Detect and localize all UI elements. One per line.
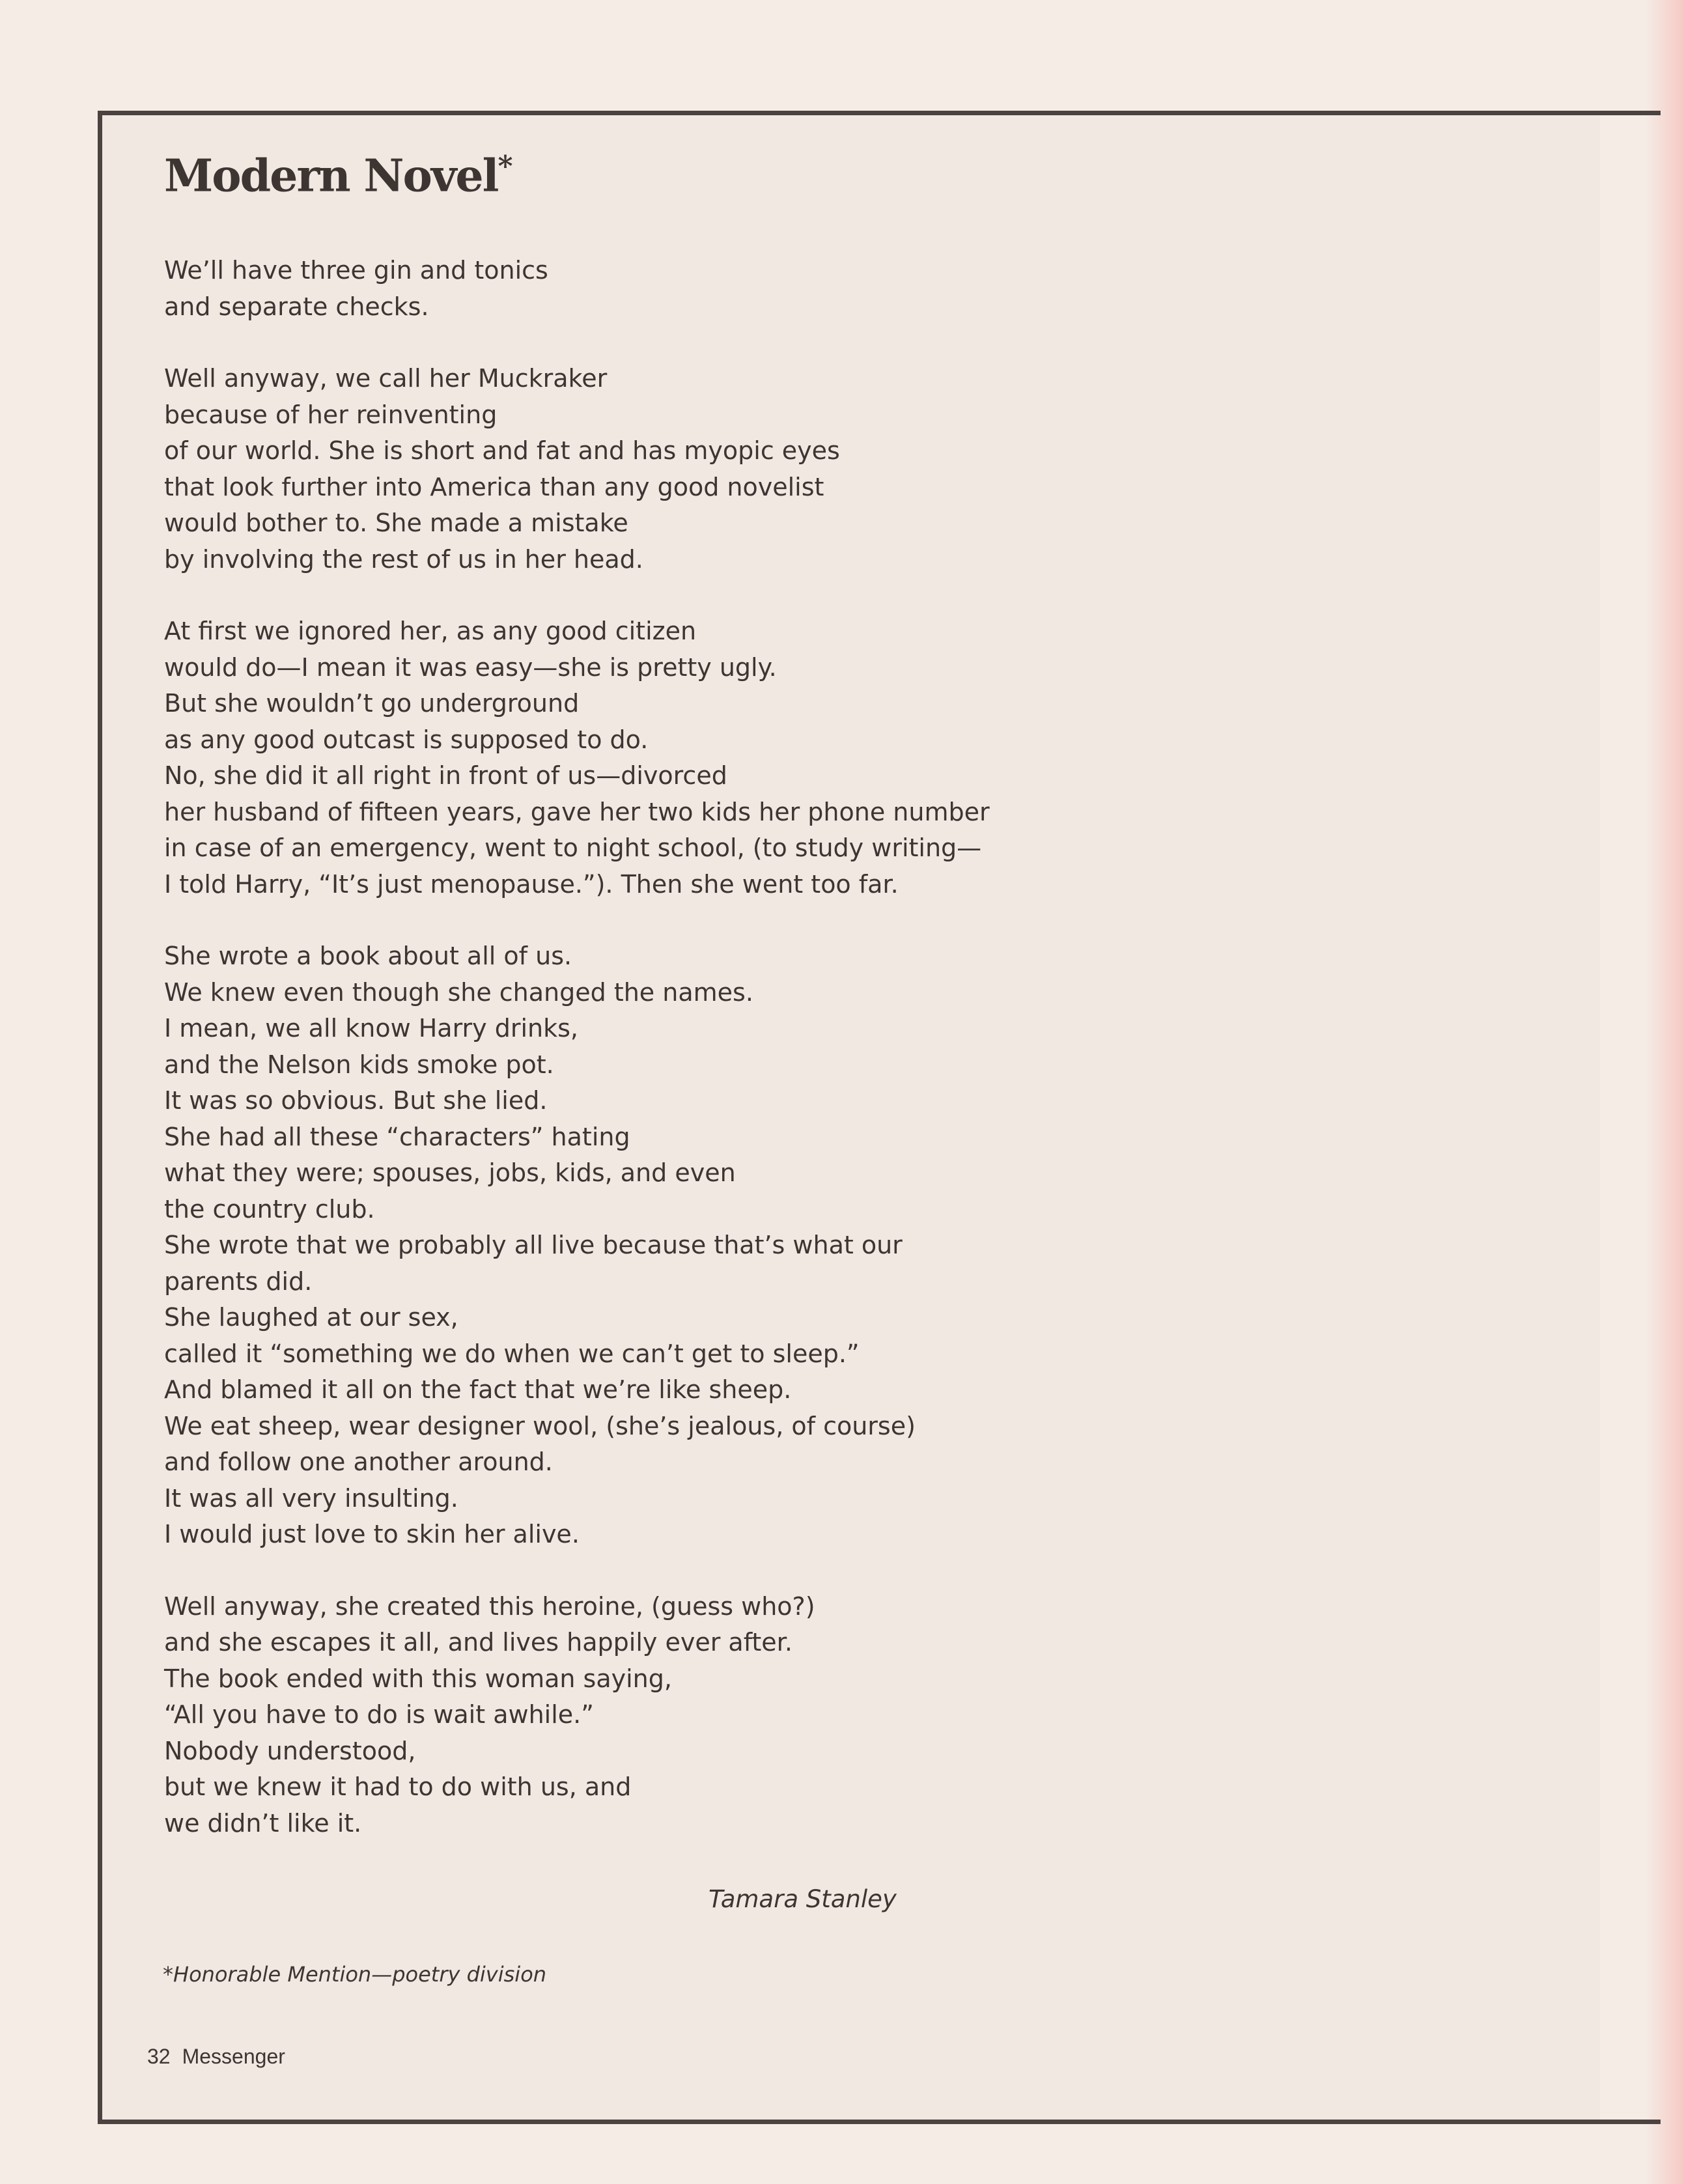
poem-line: called it “something we do when we can’t get to sleep.” xyxy=(164,1339,860,1368)
poem-line: The book ended with this woman saying, xyxy=(164,1664,672,1693)
poem-line: “All you have to do is wait awhile.” xyxy=(164,1700,594,1729)
poem-line: and the Nelson kids smoke pot. xyxy=(164,1050,554,1079)
poem-line: that look further into America than any good novelist xyxy=(164,472,824,501)
poem-line: parents did. xyxy=(164,1267,313,1296)
poem-line: We knew even though she changed the names. xyxy=(164,977,753,1007)
poem-line: But she wouldn’t go underground xyxy=(164,689,580,718)
stanza xyxy=(164,938,1011,1553)
poem-line: as any good outcast is supposed to do. xyxy=(164,725,649,754)
page-number: 32 xyxy=(147,2045,171,2068)
poem-line: would do—I mean it was easy—she is pretty ugly. xyxy=(164,652,777,682)
poem-line: Well anyway, we call her Muckraker xyxy=(164,364,608,393)
stanza xyxy=(164,253,1011,325)
footnote: *Honorable Mention—poetry division xyxy=(163,1962,547,1987)
stanza xyxy=(164,361,1011,578)
poem-line: by involving the rest of us in her head. xyxy=(164,544,643,574)
poem-line: and separate checks. xyxy=(164,292,429,321)
poem-line: I would just love to skin her alive. xyxy=(164,1520,580,1548)
stanza xyxy=(164,1589,1011,1842)
poem-line: of our world. She is short and fat and has myopic eyes xyxy=(164,436,840,465)
poem-line: We eat sheep, wear designer wool, (she’s jealous, of course) xyxy=(164,1411,916,1440)
publication-name: Messenger xyxy=(182,2045,285,2068)
poem-line: She wrote a book about all of us. xyxy=(164,942,572,970)
page-folio xyxy=(147,2045,285,2069)
poem-line: her husband of fifteen years, gave her two kids her phone number xyxy=(164,797,990,826)
poem-line: Nobody understood, xyxy=(164,1736,416,1765)
author-name: Tamara Stanley xyxy=(709,1885,897,1913)
poem-line: in case of an emergency, went to night school, (to study writing— xyxy=(164,833,982,862)
poem-body xyxy=(164,253,1011,1877)
title-footnote-mark: * xyxy=(498,150,512,183)
poem-line: I told Harry, “It’s just menopause.”). Then she went too far. xyxy=(164,869,899,899)
poem-line: At first we ignored her, as any good citizen xyxy=(164,617,697,645)
poem-line: would bother to. She made a mistake xyxy=(164,509,628,537)
poem-line: We’ll have three gin and tonics xyxy=(164,256,548,285)
poem-line: It was so obvious. But she lied. xyxy=(164,1086,548,1115)
poem-line: No, she did it all right in front of us—divorced xyxy=(164,761,727,790)
poem-line: I mean, we all know Harry drinks, xyxy=(164,1014,578,1043)
poem-line: we didn’t like it. xyxy=(164,1808,362,1838)
poem-line: She wrote that we probably all live because that’s what our xyxy=(164,1231,903,1259)
poem-line: It was all very insulting. xyxy=(164,1483,458,1513)
poem-line: what they were; spouses, jobs, kids, and even xyxy=(164,1158,736,1187)
poem-line: because of her reinventing xyxy=(164,400,498,429)
poem-line: the country club. xyxy=(164,1194,375,1224)
poem-title-text: Modern Novel xyxy=(164,150,498,203)
poem-line: and follow one another around. xyxy=(164,1448,553,1476)
poem-title xyxy=(164,150,512,203)
poem-line: She laughed at our sex, xyxy=(164,1303,458,1332)
stanza xyxy=(164,613,1011,903)
poem-line: Well anyway, she created this heroine, (guess who?) xyxy=(164,1591,815,1621)
poem-line: She had all these “characters” hating xyxy=(164,1122,630,1151)
poem-line: And blamed it all on the fact that we’re like sheep. xyxy=(164,1375,792,1404)
poem-line: and she escapes it all, and lives happily ever after. xyxy=(164,1628,793,1657)
poem-line: but we knew it had to do with us, and xyxy=(164,1772,632,1801)
